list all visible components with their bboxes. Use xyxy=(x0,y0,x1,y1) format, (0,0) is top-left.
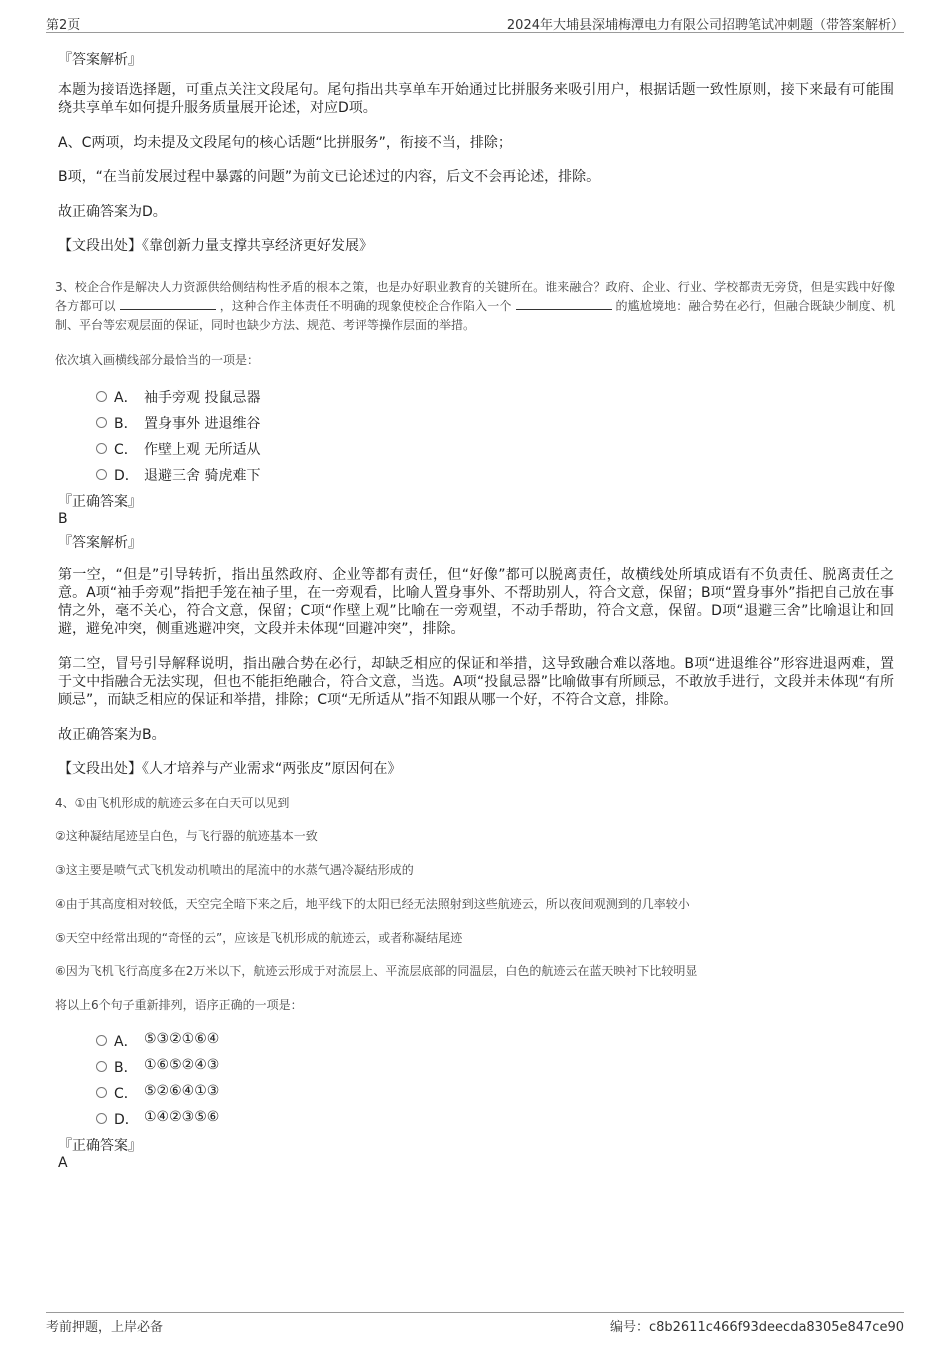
radio-icon[interactable] xyxy=(96,417,107,428)
q3-stem-part2: ，这种合作主体责任不明确的现象使校企合作陷入一个 xyxy=(219,299,512,313)
radio-icon[interactable] xyxy=(96,469,107,480)
q3-answer-label: 『正确答案』 xyxy=(58,494,142,510)
q4-answer-label: 『正确答案』 xyxy=(58,1138,142,1154)
radio-icon[interactable] xyxy=(96,1061,107,1072)
q4-sentence-3: ③这主要是喷气式飞机发动机喷出的尾流中的水蒸气遇冷凝结形成的 xyxy=(55,863,414,877)
q3-stem xyxy=(55,278,895,335)
option-text: ①⑥⑤②④③ xyxy=(144,1057,220,1073)
q4-prompt: 将以上6个句子重新排列，语序正确的一项是： xyxy=(55,998,303,1012)
option-text: 作壁上观 无所适从 xyxy=(144,442,261,458)
q3-conclusion: 故正确答案为B。 xyxy=(58,727,166,743)
q4-sentence-5: ⑤天空中经常出现的“奇怪的云”，应该是飞机形成的航迹云，或者称凝结尾迹 xyxy=(55,931,463,945)
q2-analysis-label: 『答案解析』 xyxy=(58,52,142,68)
option-text: ⑤②⑥④①③ xyxy=(144,1083,220,1099)
q2-analysis-para2: A、C两项，均未提及文段尾句的核心话题“比拼服务”，衔接不当，排除； xyxy=(58,135,512,151)
page-header xyxy=(46,12,904,33)
q2-analysis-para3: B项，“在当前发展过程中暴露的问题”为前文已论述过的内容，后文不会再论述，排除。 xyxy=(58,169,601,185)
q4-sentence-2: ②这种凝结尾迹呈白色，与飞行器的航迹基本一致 xyxy=(55,829,318,843)
q3-analysis-para2: 第二空，冒号引导解释说明，指出融合势在必行，却缺乏相应的保证和举措，这导致融合难以落地。B项“进退维谷”形容进退两难，置于文中指融合无法实现，但也不能拒绝融合，符合文意，当选。A项“投鼠忌器”比喻做事有所顾忌，不敢放手进行，文段并未体现“有所顾忌”，而缺乏相应的保证和举措，排除；C项“无所适从”指不知跟从哪一个好，不符合文意，排除。 xyxy=(58,656,894,708)
option-letter: B． xyxy=(114,416,138,432)
q3-stem-part1: 3、校企合作是解决人力资源供给侧结构性矛盾的根本之策，也是办好职业教育的关键所在。谁来融合？政府、企业、行业、学校都责无旁贷，但是实践中好像各方都可以 xyxy=(55,280,895,313)
option-letter: C． xyxy=(114,1086,138,1102)
q4-sentence-4: ④由于其高度相对较低，天空完全暗下来之后，地平线下的太阳已经无法照射到这些航迹云，所以夜间观测到的几率较小 xyxy=(55,897,690,911)
q3-answer: B xyxy=(58,511,68,527)
footer-slogan: 考前押题，上岸必备 xyxy=(46,1320,164,1335)
q3-analysis-label: 『答案解析』 xyxy=(58,535,142,551)
option-letter: D． xyxy=(114,1112,139,1128)
q3-blank-2 xyxy=(516,297,612,310)
page-footer xyxy=(46,1312,904,1335)
option-text: ①④②③⑤⑥ xyxy=(144,1109,220,1125)
radio-icon[interactable] xyxy=(96,1087,107,1098)
q4-sentence-6: ⑥因为飞机飞行高度多在2万米以下，航迹云形成于对流层上、平流层底部的同温层，白色的航迹云在蓝天映衬下比较明显 xyxy=(55,964,698,978)
document-title: 2024年大埔县深埔梅潭电力有限公司招聘笔试冲刺题（带答案解析） xyxy=(506,18,904,33)
q3-blank-1 xyxy=(120,297,216,310)
option-letter: D． xyxy=(114,468,139,484)
radio-icon[interactable] xyxy=(96,1113,107,1124)
q3-source: 【文段出处】《人才培养与产业需求“两张皮”原因何在》 xyxy=(58,761,402,777)
q4-answer: A xyxy=(58,1155,68,1171)
document-id: 编号：c8b2611c466f93deecda8305e847ce90 xyxy=(609,1320,904,1335)
option-text: 袖手旁观 投鼠忌器 xyxy=(144,390,261,406)
q3-prompt: 依次填入画横线部分最恰当的一项是： xyxy=(55,353,260,367)
q2-source: 【文段出处】《靠创新力量支撑共享经济更好发展》 xyxy=(58,238,373,254)
radio-icon[interactable] xyxy=(96,391,107,402)
option-letter: C． xyxy=(114,442,138,458)
option-letter: B． xyxy=(114,1060,138,1076)
option-text: ⑤③②①⑥④ xyxy=(144,1031,220,1047)
page-number: 第2页 xyxy=(46,18,81,33)
radio-icon[interactable] xyxy=(96,1035,107,1046)
q2-conclusion: 故正确答案为D。 xyxy=(58,204,167,220)
q4-sentence-1: 4、①由飞机形成的航迹云多在白天可以见到 xyxy=(55,796,290,810)
radio-icon[interactable] xyxy=(96,443,107,454)
option-letter: A． xyxy=(114,390,138,406)
q3-analysis-para1: 第一空，“但是”引导转折，指出虽然政府、企业等都有责任，但“好像”都可以脱离责任，故横线处所填成语有不负责任、脱离责任之意。A项“袖手旁观”指把手笼在袖子里，在一旁观看，比喻人置身事外、不帮助别人，符合文意，保留；B项“置身事外”指把自己放在事情之外，毫不关心，符合文意，保留；C项“作壁上观”比喻在一旁观望，不动手帮助，符合文意，保留。D项“退避三舍”比喻退让和回避，避免冲突，侧重逃避冲突，文段并未体现“回避冲突”，排除。 xyxy=(58,567,894,637)
option-text: 置身事外 进退维谷 xyxy=(144,416,261,432)
option-letter: A． xyxy=(114,1034,138,1050)
option-text: 退避三舍 骑虎难下 xyxy=(144,468,261,484)
q3-stem-part3: 的尴尬境地：融合势在必行，但融合既缺少制度、机制、平台等宏观层面的保证，同时也缺少方法、规范、考评等操作层面的举措。 xyxy=(55,299,895,332)
q2-analysis-para1: 本题为接语选择题，可重点关注文段尾句。尾句指出共享单车开始通过比拼服务来吸引用户，根据话题一致性原则，接下来最有可能围绕共享单车如何提升服务质量展开论述，对应D项。 xyxy=(58,82,894,116)
